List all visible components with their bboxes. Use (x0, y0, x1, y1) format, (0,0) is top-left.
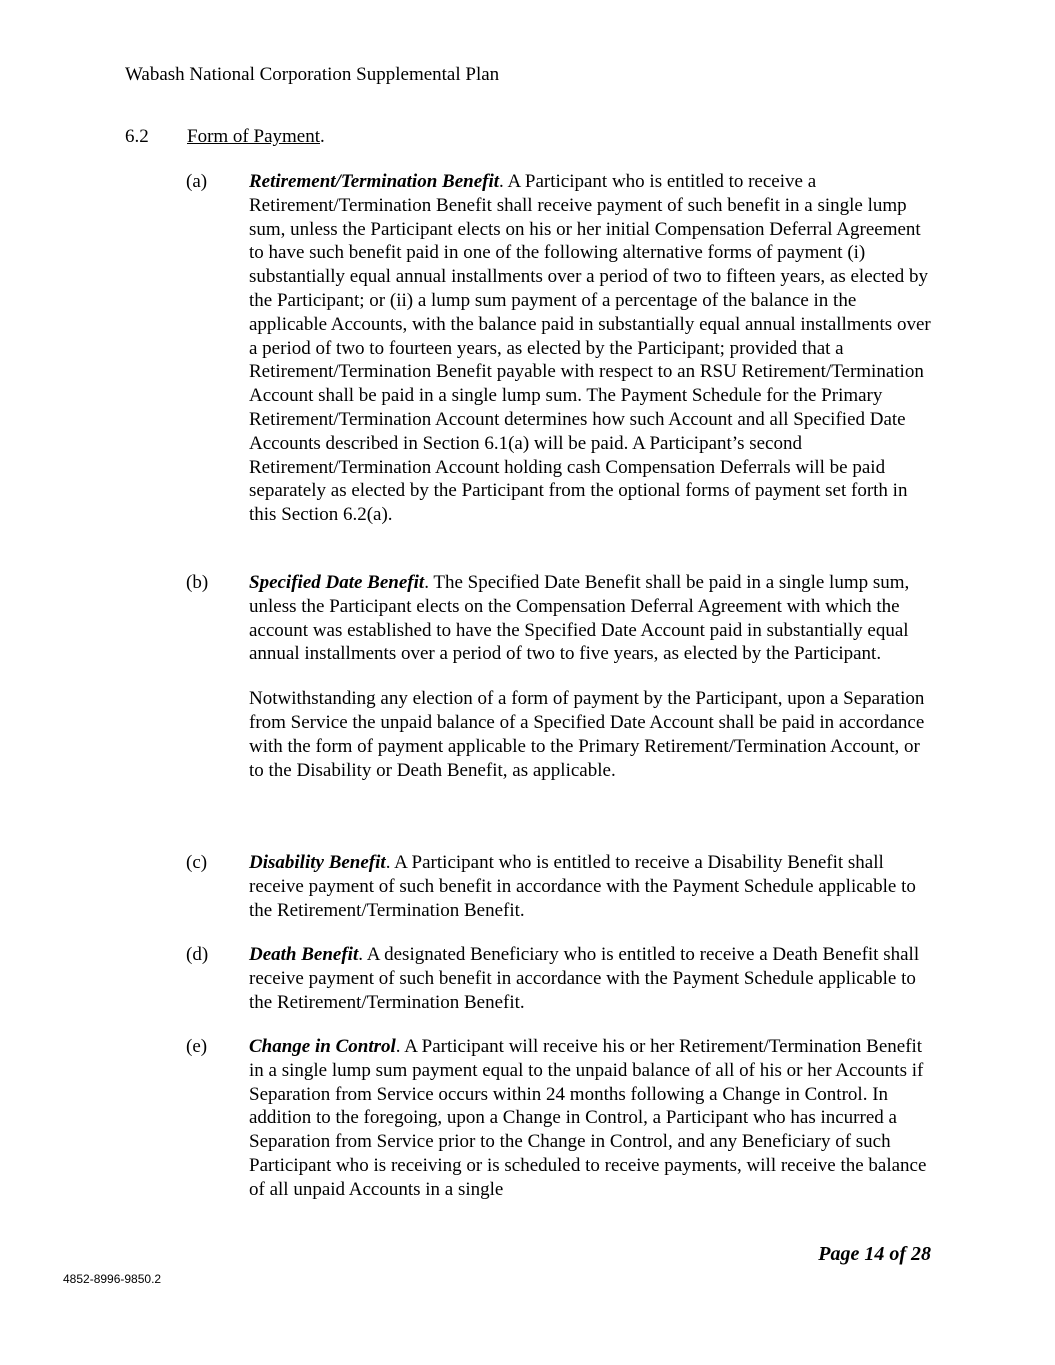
clause-heading: Change in Control (249, 1036, 396, 1057)
clause-text: . The Specified Date Benefit shall be paid in a single lump sum, unless the Participant elects on the Compensation Deferral Agreement with which the account was established to have the Specified Date Account paid in substantially equal annual installments over a period of two to five years, as elected by the Participant. (249, 572, 910, 665)
clause-heading: Disability Benefit (249, 852, 386, 873)
clause-body (249, 170, 931, 527)
clause-heading: Retirement/Termination Benefit (249, 171, 500, 192)
section-number: 6.2 (125, 126, 149, 147)
clause-body (249, 943, 931, 1014)
clause-label: (a) (186, 171, 208, 192)
clause-heading: Death Benefit (249, 944, 359, 965)
document-id: 4852-8996-9850.2 (63, 1272, 162, 1286)
clause-text: . A Participant who is entitled to receive a Retirement/Termination Benefit shall receive payment of such benefit in a single lump sum, unless the Participant elects on his or her initial Compensation Deferral Agreement to have such benefit paid in one of the following alternative forms of payment (i) substantially equal annual installments over a period of two to fifteen years, as elected by the Participant; or (ii) a lump sum payment of a percentage of the balance in the applicable Accounts, with the balance paid in substantially equal annual installments over a period of two to fourteen years, as elected by the Participant; provided that a Retirement/Termination Benefit payable with respect to an RSU Retirement/Termination Account shall be paid in a single lump sum. The Payment Schedule for the Primary Retirement/Termination Account determines how such Account and all Specified Date Accounts described in Section 6.1(a) will be paid. A Participant’s second Retirement/Termination Account holding cash Compensation Deferrals will be paid separately as elected by the Participant from the optional forms of payment set forth in this Section 6.2(a). (249, 171, 931, 526)
clause-label: (d) (186, 944, 209, 965)
clause-text: . A Participant will receive his or her Retirement/Termination Benefit in a single lump sum payment equal to the unpaid balance of all of his or her Accounts if Separation from Service occurs within 24 months following a Change in Control. In addition to the foregoing, upon a Change in Control, a Participant who has incurred a Separation from Service prior to the Change in Control, and any Beneficiary of such Participant who is receiving or is scheduled to receive payments, will receive the balance of all unpaid Accounts in a single (249, 1036, 927, 1200)
clause-d (186, 943, 931, 1014)
clause-heading: Specified Date Benefit (249, 572, 425, 593)
page-number: Page 14 of 28 (818, 1243, 931, 1265)
clause-label: (c) (186, 852, 208, 873)
clause-text: . A Participant who is entitled to receive a Disability Benefit shall receive payment of such benefit in accordance with the Payment Schedule applicable to the Retirement/Termination Benefit. (249, 852, 916, 921)
clause-paragraph (249, 571, 931, 666)
clause-body (249, 1035, 931, 1202)
clause-body (249, 851, 931, 922)
clause-paragraph-extra: Notwithstanding any election of a form of payment by the Participant, upon a Separation from Service the unpaid balance of a Specified Date Account shall be paid in accordance with the form of payment applicable to the Primary Retirement/Termination Account, or to the Disability or Death Benefit, as applicable. (249, 688, 925, 781)
clause-c (186, 851, 931, 922)
clause-paragraph (249, 851, 931, 922)
section-title: Form of Payment (187, 126, 320, 147)
clause-label: (b) (186, 572, 209, 593)
clause-paragraph (249, 1035, 931, 1202)
document-header: Wabash National Corporation Supplemental Plan (125, 64, 500, 85)
clause-label: (e) (186, 1036, 208, 1057)
section-title-suffix: . (320, 126, 325, 147)
clause-e (186, 1035, 931, 1202)
clause-text: . A designated Beneficiary who is entitled to receive a Death Benefit shall receive payment of such benefit in accordance with the Payment Schedule applicable to the Retirement/Termination Benefit. (249, 944, 920, 1013)
section-title-wrap (187, 125, 325, 149)
clause-paragraph (249, 170, 931, 527)
clause-paragraph (249, 943, 931, 1014)
clause-b (186, 571, 931, 782)
clause-body (249, 571, 931, 782)
clause-a (186, 170, 931, 527)
